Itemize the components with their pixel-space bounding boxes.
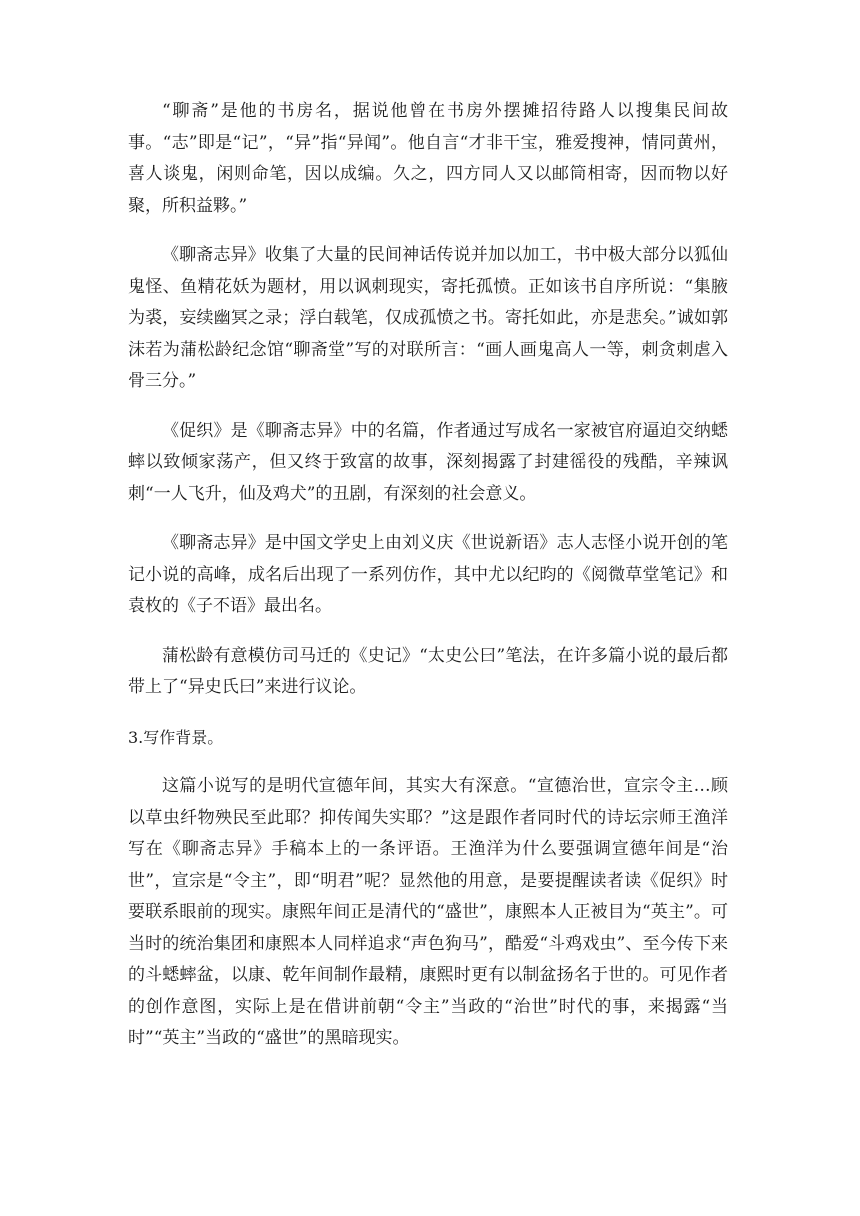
document-body <box>128 96 728 1055</box>
paragraph-writing-background: 这篇小说写的是明代宣德年间，其实大有深意。“宣德治世，宣宗令主…顾以草虫纤物殃民至此耶？抑传闻失实耶？”这是跟作者同时代的诗坛宗师王渔洋写在《聊斋志异》手稿本上的一条评语。王渔洋为什么要强调宣德年间是“治世”，宣宗是“令主”，即“明君”呢？显然他的用意，是要提醒读者读《促织》时要联系眼前的现实。康熙年间正是清代的“盛世”，康熙本人正被目为“英主”。可当时的统治集团和康熙本人同样追求“声色狗马”，酷爱“斗鸡戏虫”、至今传下来的斗蟋蟀盆，以康、乾年间制作最精，康熙时更有以制盆扬名于世的。可见作者的创作意图，实际上是在借讲前朝“令主”当政的“治世”时代的事，来揭露“当时”“英主”当政的“盛世”的黑暗现实。 <box>128 776 728 1048</box>
paragraph-cuzhi-summary: 《促织》是《聊斋志异》中的名篇，作者通过写成名一家被官府逼迫交纳蟋蟀以致倾家荡产，但又终于致富的故事，深刻揭露了封建徭役的残酷，辛辣讽刺“一人飞升，仙及鸡犬”的丑剧，有深刻的社会意义。 <box>128 420 728 504</box>
paragraph-collection-themes: 《聊斋志异》收集了大量的民间神话传说并加以加工，书中极大部分以狐仙鬼怪、鱼精花妖为题材，用以讽刺现实，寄托孤愤。正如该书自序所说：“集腋为裘，妄续幽冥之录；浮白载笔，仅成孤愤之书。寄托如此，亦是悲矣。”诚如郭沫若为蒲松龄纪念馆“聊斋堂”写的对联所言：“画人画鬼高人一等，刺贪刺虐入骨三分。” <box>128 245 728 391</box>
section-heading-background: 3.写作背景。 <box>128 727 224 747</box>
paragraph-yishishi-style: 蒲松龄有意模仿司马迁的《史记》“太史公曰”笔法，在许多篇小说的最后都带上了“异史氏曰”来进行议论。 <box>128 645 728 697</box>
paragraph-liaozhai-name: “聊斋”是他的书房名，据说他曾在书房外摆摊招待路人以搜集民间故事。“志”即是“记”，“异”指“异闻”。他自言“才非干宝，雅爱搜神，情同黄州，喜人谈鬼，闲则命笔，因以成编。久之，四方同人又以邮筒相寄，因而物以好聚，所积益夥。” <box>128 101 728 216</box>
paragraph-literary-status: 《聊斋志异》是中国文学史上由刘义庆《世说新语》志人志怪小说开创的笔记小说的高峰，成名后出现了一系列仿作，其中尤以纪昀的《阅微草堂笔记》和袁枚的《子不语》最出名。 <box>128 533 728 616</box>
